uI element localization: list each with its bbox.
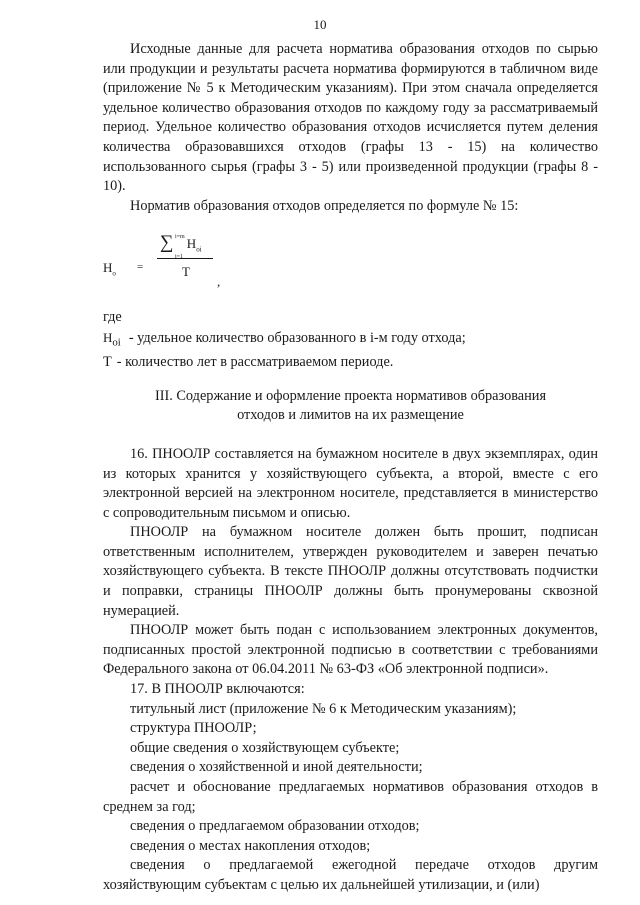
section-heading-line: отходов и лимитов на их размещение [237,407,464,424]
paragraph: 16. ПНООЛР составляется на бумажном носителе в двух экземплярах, один из которых хранится у хозяйствующего субъекта, а второй, вместе с его электронной версией на электронном носителе, представляется в министерство с сопроводительным письмом и описью. [103,445,598,521]
formula-15 [103,224,598,302]
formula-lhs: $Н_о$ [103,260,116,278]
definition-symbol: Т [103,354,112,371]
where-label: где [103,309,122,326]
paragraph: 17. В ПНООЛР включаются: [130,681,305,698]
paragraph: ПНООЛР на бумажном носителе должен быть прошит, подписан ответственным исполнителем, утвержден руководителем и заверен печатью хозяйствующего субъекта. В тексте ПНООЛР должны отсутствовать подчистки и поправки, страницы ПНООЛР должны быть пронумерованы сквозной нумерацией. [103,524,598,619]
list-item: сведения о предлагаемом образовании отходов; [130,818,420,835]
definition-text: - количество лет в рассматриваемом периоде. [116,354,394,371]
paragraph: Норматив образования отходов определяется по формуле № 15: [130,197,519,214]
sum-lower-limit: i=1 [175,254,184,261]
section-heading-line: III. Содержание и оформление проекта нормативов образования [154,387,547,404]
list-item: структура ПНООЛР; [130,720,257,737]
formula-comma: , [217,274,221,290]
list-item: титульный лист (приложение № 6 к Методическим указаниям); [130,700,517,717]
list-item: расчет и обоснование предлагаемых нормативов образования отходов в среднем за год; [103,779,598,815]
definition-t [103,353,598,373]
page-number: 10 [313,17,327,32]
list-item: общие сведения о хозяйствующем субъекте; [130,739,400,756]
definition-text: - удельное количество образованного в i-м году отхода; [128,329,466,346]
definition-symbol: $Н_{оi}$ [103,329,121,349]
paragraph: Исходные данные для расчета норматива образования отходов по сырью или продукции и результаты расчета норматива формируются в табличном виде (приложение № 5 к Методическим указаниям). При этом сначала определяется удельное количество образования отходов по каждому году за рассматриваемый период. Удельное количество образования отходов исчисляется путем деления количества образовавшихся отходов (графы 13 - 15) на количество использованного сырья (графы 3 - 5) или произведенной продукции (графы 8 - 10). [103,41,598,195]
list-item: сведения о местах накопления отходов; [130,837,371,854]
document-body [103,40,598,896]
list-item: сведения о предлагаемой ежегодной передаче отходов другим хозяйствующим субъектам с целью их дальнейшей утилизации, и (или) [103,857,598,893]
paragraph: ПНООЛР может быть подан с использованием электронных документов, подписанных простой электронной подписью в соответствии с требованиями Федерального закона от 06.04.2011 № 63-ФЗ «Об электронной подписи». [103,622,598,678]
sum-upper-limit: i=m [175,234,185,241]
formula-numerator: ∑ i=m i=1 $Н_{оi}$ [160,232,202,261]
formula-equals: = [137,261,144,274]
section-heading [103,387,598,426]
formula-denominator: Т [182,264,190,280]
sum-symbol: ∑ [160,232,174,254]
list-item: сведения о хозяйственной и иной деятельности; [130,759,423,776]
definition-hoi [103,328,598,353]
fraction-bar [157,258,213,259]
